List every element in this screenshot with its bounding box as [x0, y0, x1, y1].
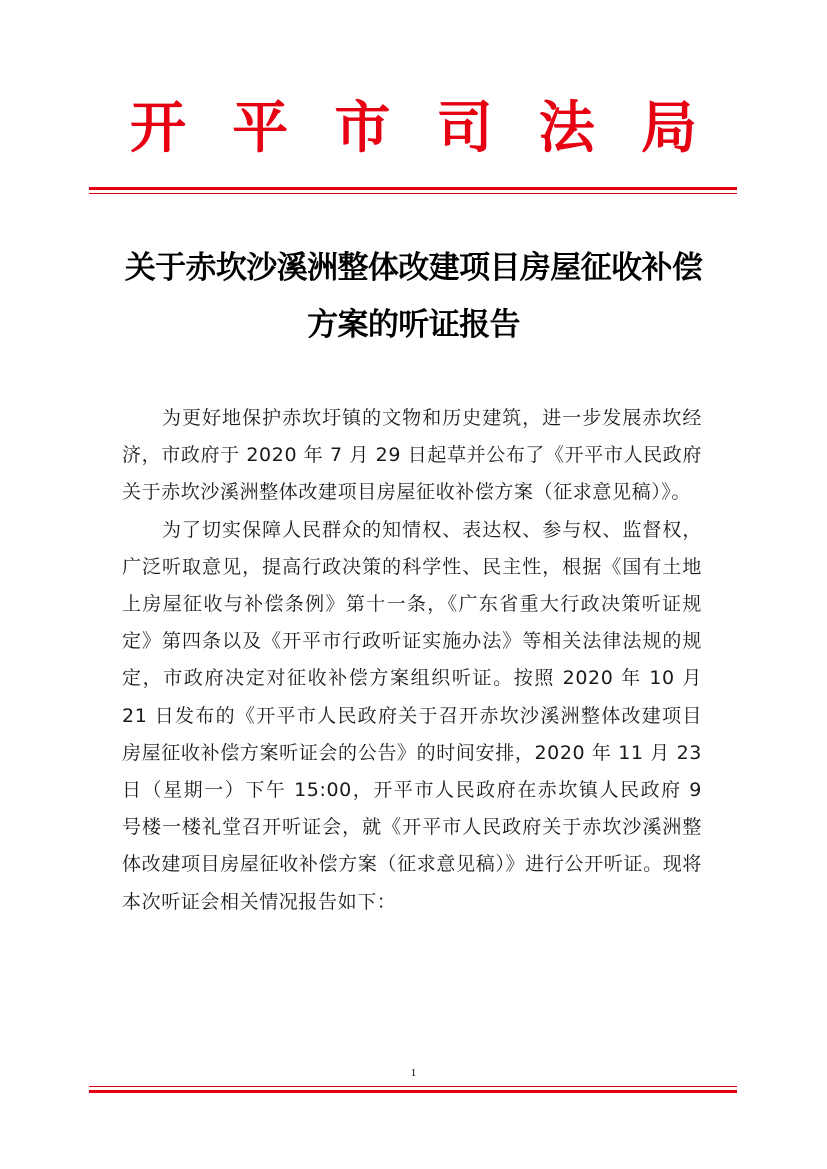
masthead-character: 市 [334, 95, 391, 161]
body-paragraph: 为了切实保障人民群众的知情权、表达权、参与权、监督权，广泛听取意见，提高行政决策的科学性、民主性，根据《国有土地上房屋征收与补偿条例》第十一条，《广东省重大行政决策听证规定》第四条以及《开平市行政听证实施办法》等相关法律法规的规定，市政府决定对征收补偿方案组织听证。按照 2020 年 10 月 21 日发布的《开平市人民政府关于召开赤坎沙溪洲整体改建项目房屋征收补偿方案听证会的公告》的时间安排，2020 年 11 月 23 日（星期一）下午 15:00，开平市人民政府在赤坎镇人民政府 9 号楼一楼礼堂召开听证会，就《开平市人民政府关于赤坎沙溪洲整体改建项目房屋征收补偿方案（征求意见稿）》进行公开听证。现将本次听证会相关情况报告如下： [122, 518, 702, 913]
masthead-character: 开 [130, 95, 186, 161]
header-divider-thin [89, 193, 737, 194]
footer-divider-thin [89, 1086, 737, 1087]
masthead-character: 法 [538, 95, 595, 161]
masthead-character: 平 [232, 95, 289, 161]
document-body [122, 400, 702, 921]
footer-divider-thick [89, 1090, 737, 1093]
document-title-line-1: 关于赤坎沙溪洲整体改建项目房屋征收补偿 [124, 250, 703, 286]
masthead-character: 局 [640, 95, 697, 161]
masthead-character: 司 [436, 95, 493, 161]
issuing-organization-masthead [130, 92, 697, 164]
header-divider-thick [89, 187, 737, 190]
document-title-line-2: 方案的听证报告 [307, 307, 520, 343]
body-paragraph: 为更好地保护赤坎圩镇的文物和历史建筑，进一步发展赤坎经济，市政府于 2020 年 7 月 29 日起草并公布了《开平市人民政府关于赤坎沙溪洲整体改建项目房屋征收补偿方案（征求意见稿）》。 [122, 407, 702, 504]
page-number: 1 [410, 1067, 417, 1079]
